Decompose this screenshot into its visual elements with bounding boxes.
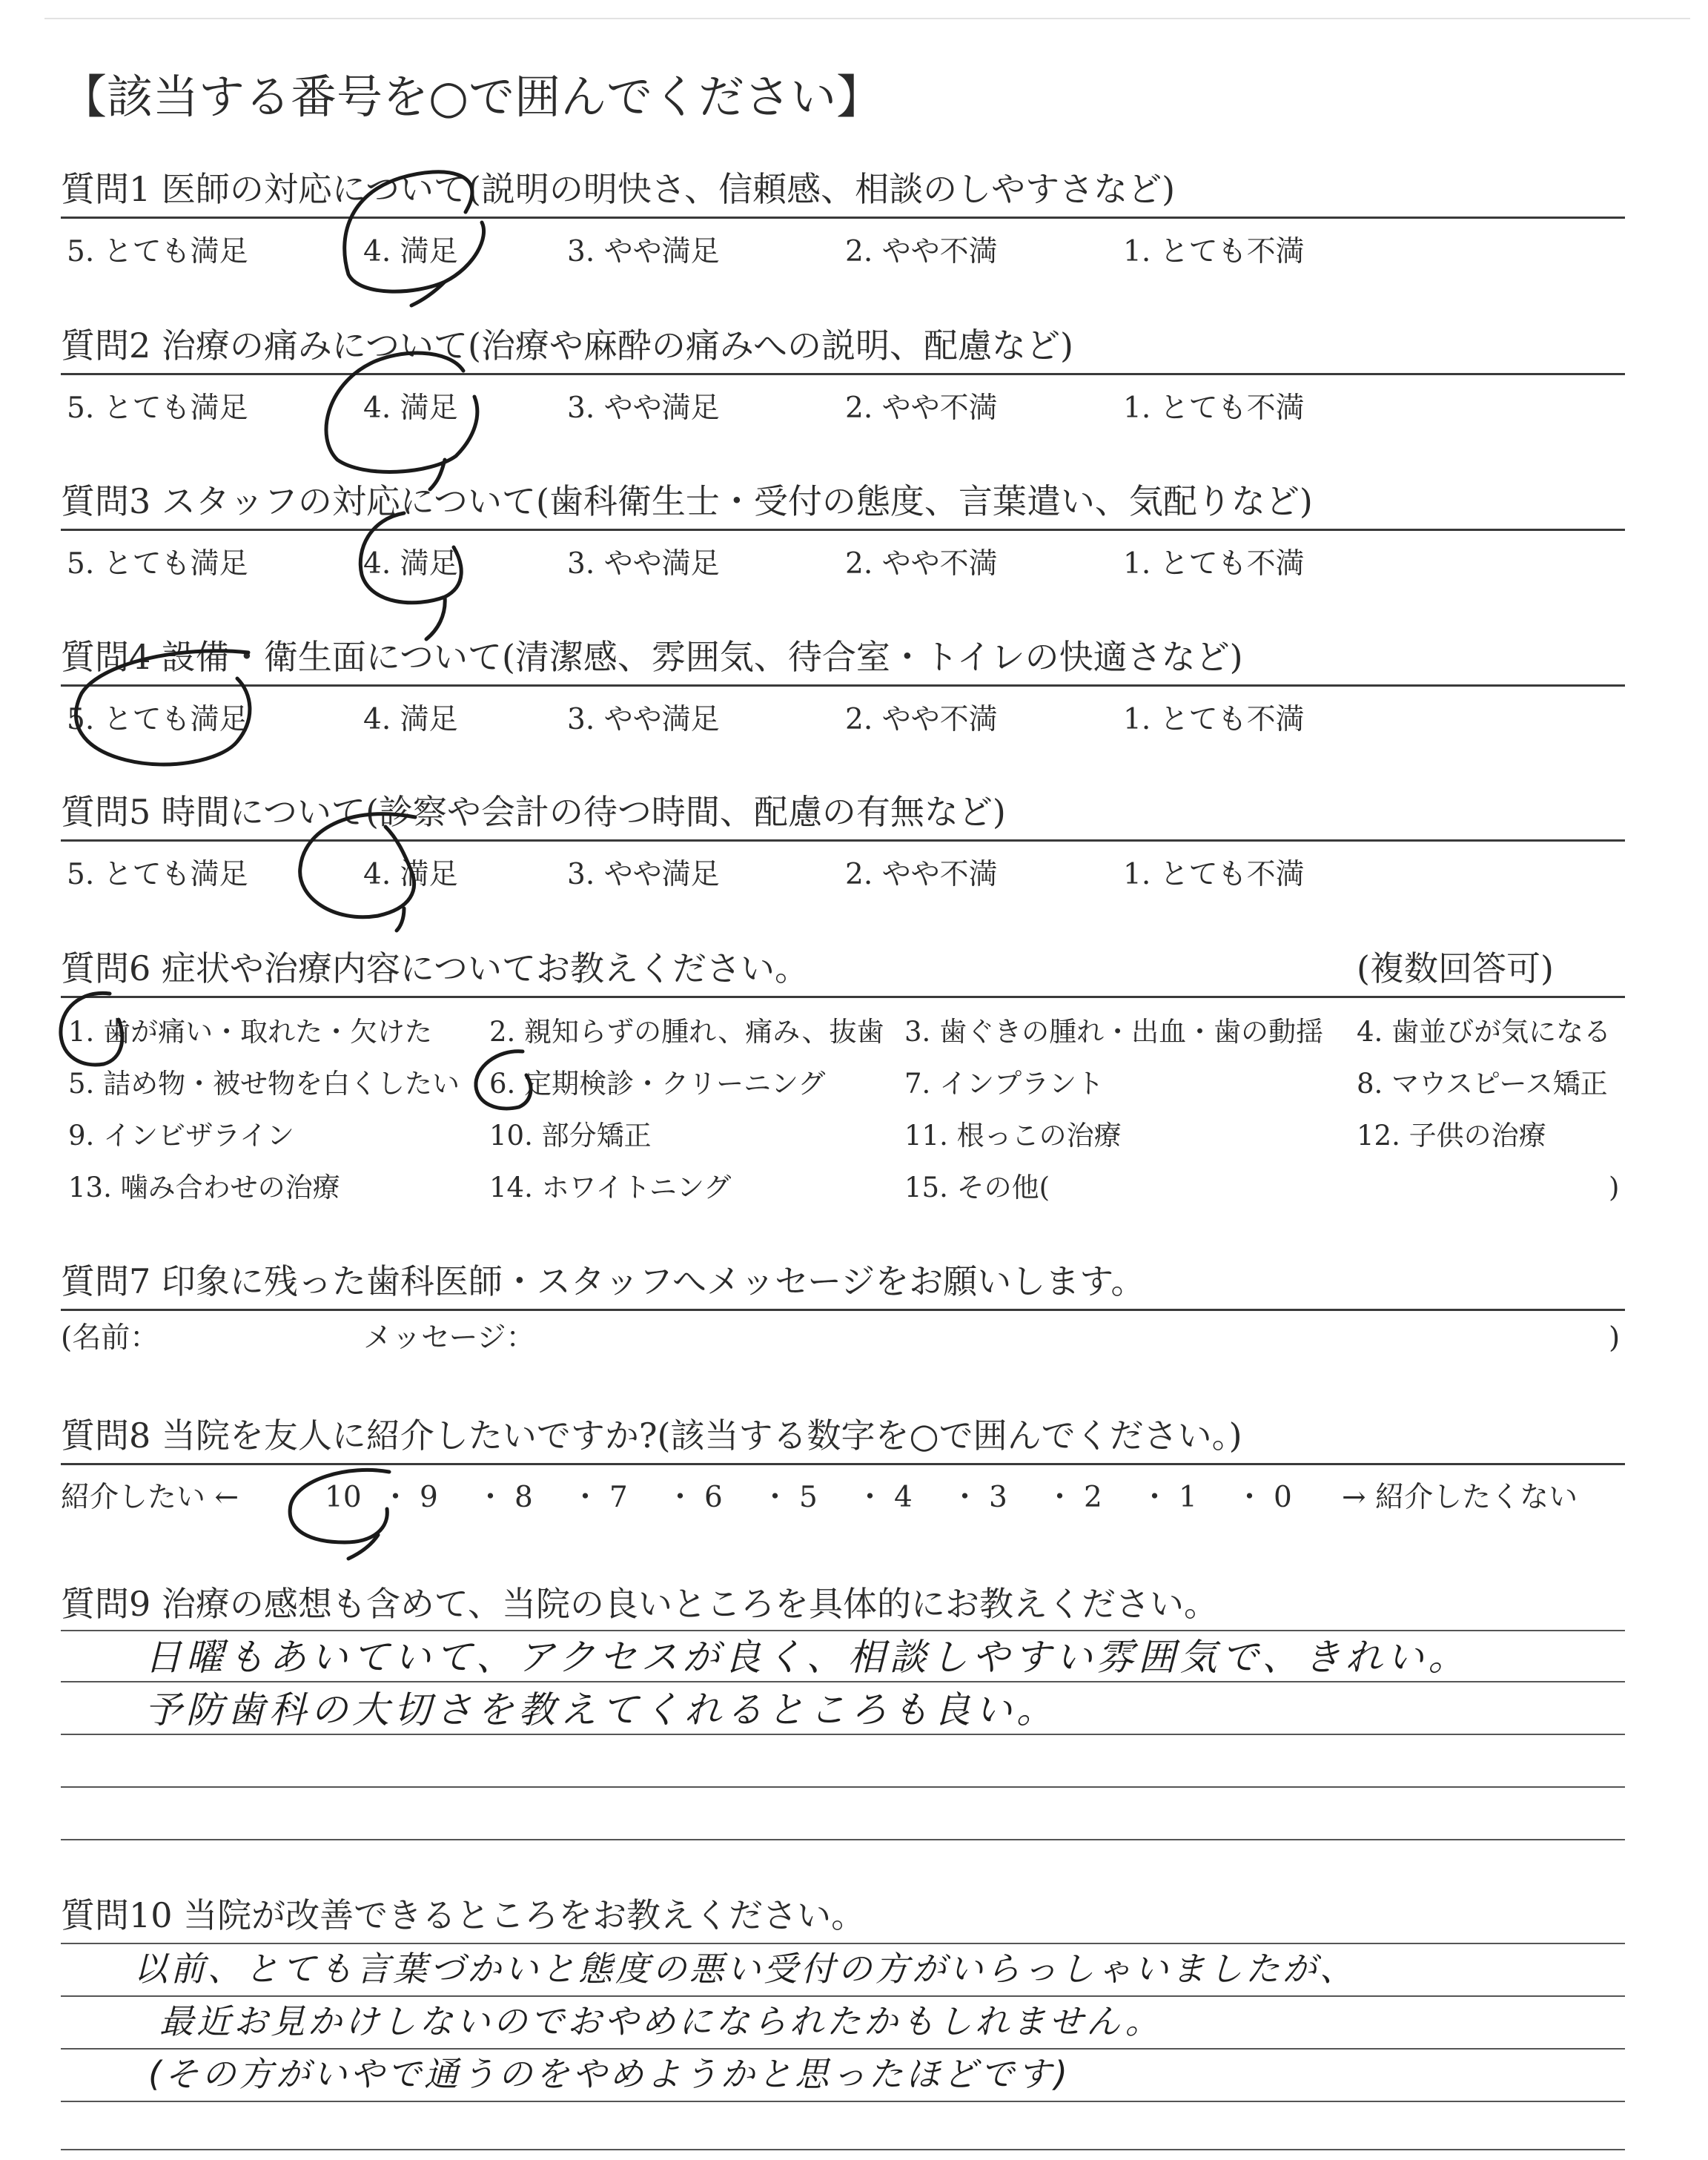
q3-option-4[interactable]: 4. 満足 — [363, 547, 458, 581]
q7-title: 質問7 印象に残った歯科医師・スタッフへメッセージをお願いします。 — [61, 1261, 1145, 1301]
q3-option-5[interactable]: 5. とても満足 — [67, 547, 248, 581]
q1-option-3[interactable]: 3. やや満足 — [567, 235, 720, 268]
q6-option-8[interactable]: 8. マウスピース矯正 — [1357, 1068, 1608, 1100]
q5-option-3[interactable]: 3. やや満足 — [567, 858, 720, 891]
q7-rule — [61, 1309, 1625, 1311]
q6-option-11[interactable]: 11. 根っこの治療 — [904, 1120, 1122, 1152]
q1-option-5[interactable]: 5. とても満足 — [67, 235, 248, 268]
q9-line-4 — [61, 1786, 1625, 1788]
q3-option-1[interactable]: 1. とても不満 — [1123, 547, 1305, 581]
q1-option-1[interactable]: 1. とても不満 — [1123, 235, 1305, 268]
q8-scale-9[interactable]: 9 — [420, 1481, 438, 1514]
q7-name-label: (名前： — [61, 1321, 159, 1355]
q4-rule — [61, 684, 1625, 687]
q6-other-close: ) — [1609, 1172, 1620, 1203]
q1-title: 質問1 医師の対応について(説明の明快さ、信頼感、相談のしやすさなど) — [61, 169, 1176, 209]
q1-option-4[interactable]: 4. 満足 — [363, 235, 458, 268]
q8-scale-7[interactable]: 7 — [609, 1481, 628, 1514]
q8-scale-2[interactable]: 2 — [1084, 1481, 1102, 1514]
q8-scale-1[interactable]: 1 — [1179, 1481, 1197, 1514]
q8-left-label: 紹介したい ← — [61, 1481, 239, 1514]
q10-line-1 — [61, 1943, 1625, 1944]
q10-answer-line-1: 以前、とても言葉づかいと態度の悪い受付の方がいらっしゃいましたが、 — [133, 1949, 1357, 1989]
q5-option-5[interactable]: 5. とても満足 — [67, 858, 248, 891]
q6-option-13[interactable]: 13. 噛み合わせの治療 — [68, 1172, 340, 1203]
q8-scale-separator: ・ — [1140, 1481, 1170, 1514]
q10-title: 質問10 当院が改善できるところをお教えください。 — [61, 1895, 866, 1935]
q8-scale-separator: ・ — [571, 1481, 600, 1514]
q6-option-12[interactable]: 12. 子供の治療 — [1357, 1120, 1546, 1152]
q5-rule — [61, 839, 1625, 842]
q8-rule — [61, 1463, 1625, 1465]
q10-line-4 — [61, 2101, 1625, 2102]
q8-scale-8[interactable]: 8 — [514, 1481, 533, 1514]
q8-scale-separator: ・ — [476, 1481, 506, 1514]
q9-line-3 — [61, 1734, 1625, 1735]
q4-option-2[interactable]: 2. やや不満 — [845, 703, 998, 736]
q5-title: 質問5 時間について(診察や会計の待つ時間、配慮の有無など) — [61, 792, 1006, 832]
q8-scale-separator: ・ — [761, 1481, 790, 1514]
q6-option-1[interactable]: 1. 歯が痛い・取れた・欠けた — [68, 1016, 433, 1048]
q8-scale-3[interactable]: 3 — [989, 1481, 1007, 1514]
q7-close: ) — [1609, 1321, 1621, 1355]
q3-option-2[interactable]: 2. やや不満 — [845, 547, 998, 581]
q10-line-5 — [61, 2149, 1625, 2150]
q8-scale-5[interactable]: 5 — [799, 1481, 818, 1514]
q8-scale-separator: ・ — [1235, 1481, 1265, 1514]
q6-option-3[interactable]: 3. 歯ぐきの腫れ・出血・歯の動揺 — [904, 1016, 1324, 1048]
instruction-heading: 【該当する番号を○で囲んでください】 — [61, 70, 883, 124]
q1-rule — [61, 217, 1625, 219]
q6-option-14[interactable]: 14. ホワイトニング — [489, 1172, 732, 1203]
q8-scale-separator: ・ — [381, 1481, 411, 1514]
q5-option-1[interactable]: 1. とても不満 — [1123, 858, 1305, 891]
q9-title: 質問9 治療の感想も含めて、当院の良いところを具体的にお教えください。 — [61, 1584, 1218, 1624]
q2-option-4[interactable]: 4. 満足 — [363, 392, 458, 425]
q8-title: 質問8 当院を友人に紹介したいですか?(該当する数字を○で囲んでください。) — [61, 1416, 1242, 1456]
q9-answer-line-1: 日曜もあいていて、アクセスが良く、相談しやすい雰囲気で、きれい。 — [145, 1636, 1470, 1679]
q10-line-3 — [61, 2048, 1625, 2050]
q8-scale-separator: ・ — [1045, 1481, 1075, 1514]
q8-scale-6[interactable]: 6 — [704, 1481, 723, 1514]
q2-option-5[interactable]: 5. とても満足 — [67, 392, 248, 425]
q6-multi-note: (複数回答可) — [1357, 948, 1554, 988]
q10-answer-line-2: 最近お見かけしないのでおやめになられたかもしれません。 — [159, 2001, 1162, 2041]
q4-title: 質問4 設備・衛生面について(清潔感、雰囲気、待合室・トイレの快適さなど) — [61, 637, 1243, 677]
q1-option-2[interactable]: 2. やや不満 — [845, 235, 998, 268]
q8-scale-4[interactable]: 4 — [894, 1481, 913, 1514]
page-top-edge — [44, 18, 1690, 19]
q7-message-label: メッセージ： — [363, 1321, 535, 1355]
q6-option-5[interactable]: 5. 詰め物・被せ物を白くしたい — [68, 1068, 460, 1100]
q10-answer-line-3: (その方がいやで通うのをやめようかと思ったほどです) — [148, 2054, 1070, 2094]
q9-line-1 — [61, 1630, 1625, 1631]
q4-option-5[interactable]: 5. とても満足 — [67, 703, 248, 736]
q3-rule — [61, 529, 1625, 531]
q9-line-5 — [61, 1839, 1625, 1840]
q6-option-4[interactable]: 4. 歯並びが気になる — [1357, 1016, 1612, 1048]
q4-option-3[interactable]: 3. やや満足 — [567, 703, 720, 736]
q2-option-1[interactable]: 1. とても不満 — [1123, 392, 1305, 425]
q6-option-6[interactable]: 6. 定期検診・クリーニング — [489, 1068, 826, 1100]
q6-option-10[interactable]: 10. 部分矯正 — [489, 1120, 652, 1152]
q6-title: 質問6 症状や治療内容についてお教えください。 — [61, 948, 809, 988]
q8-right-label: → 紹介したくない — [1342, 1481, 1578, 1514]
q6-option-9[interactable]: 9. インビザライン — [68, 1120, 294, 1152]
q9-answer-line-2: 予防歯科の大切さを教えてくれるところも良い。 — [145, 1688, 1058, 1731]
q3-title: 質問3 スタッフの対応について(歯科衛生士・受付の態度、言葉遣い、気配りなど) — [61, 481, 1313, 521]
q5-option-4[interactable]: 4. 満足 — [363, 858, 458, 891]
q5-option-2[interactable]: 2. やや不満 — [845, 858, 998, 891]
q8-scale-separator: ・ — [666, 1481, 695, 1514]
q6-option-7[interactable]: 7. インプラント — [904, 1068, 1105, 1100]
q4-option-1[interactable]: 1. とても不満 — [1123, 703, 1305, 736]
q2-option-3[interactable]: 3. やや満足 — [567, 392, 720, 425]
q8-scale-separator: ・ — [950, 1481, 980, 1514]
q4-option-4[interactable]: 4. 満足 — [363, 703, 458, 736]
q8-scale-separator: ・ — [855, 1481, 885, 1514]
q2-title: 質問2 治療の痛みについて(治療や麻酔の痛みへの説明、配慮など) — [61, 326, 1073, 366]
q2-option-2[interactable]: 2. やや不満 — [845, 392, 998, 425]
q3-option-3[interactable]: 3. やや満足 — [567, 547, 720, 581]
q9-line-2 — [61, 1681, 1625, 1682]
q2-rule — [61, 373, 1625, 375]
q6-rule — [61, 996, 1625, 998]
q10-line-2 — [61, 1995, 1625, 1997]
q6-option-15[interactable]: 15. その他( — [904, 1172, 1050, 1203]
q8-scale-0[interactable]: 0 — [1274, 1481, 1292, 1514]
q8-scale-10[interactable]: 10 — [325, 1481, 362, 1514]
q6-option-2[interactable]: 2. 親知らずの腫れ、痛み、抜歯 — [489, 1016, 884, 1048]
